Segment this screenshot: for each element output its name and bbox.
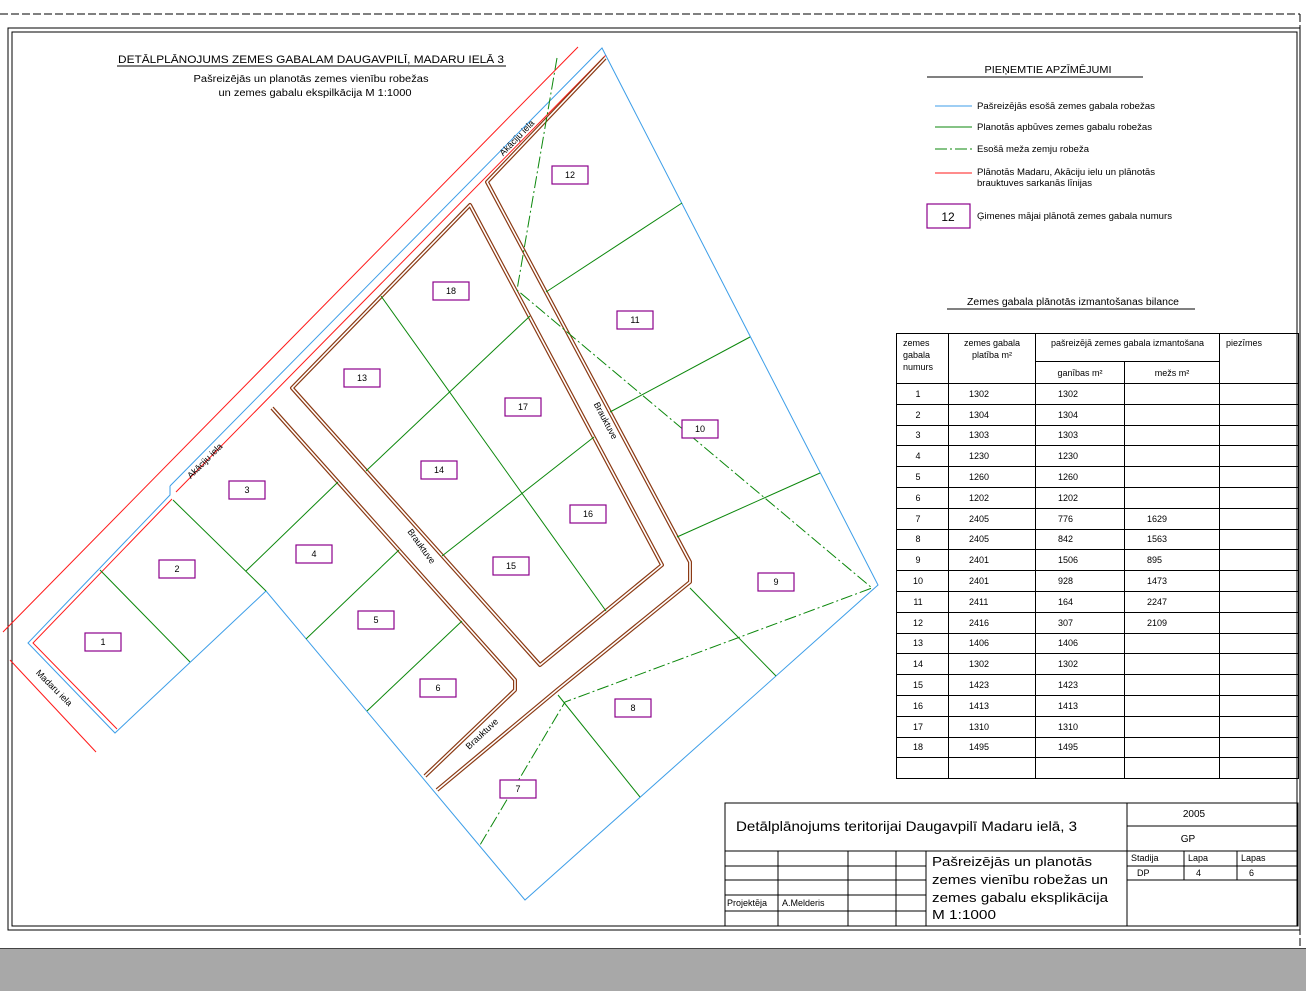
cell-forest (1125, 467, 1220, 488)
cell-area (949, 758, 1036, 779)
cell-forest: 2109 (1125, 612, 1220, 633)
sheet-title-line3: zemes gabalu eksplikācija (932, 890, 1109, 905)
lot-boundary-14-15 (442, 437, 594, 556)
cell-notes (1220, 695, 1299, 716)
lot-number: 13 (356, 373, 368, 383)
cell-lot-number: 13 (897, 633, 949, 654)
project-title: Detālplānojums teritorijai Daugavpilī Madaru ielā, 3 (736, 818, 1078, 834)
akaciju-street-red-line (3, 47, 578, 632)
cell-pasture: 1302 (1036, 654, 1125, 675)
cell-lot-number: 16 (897, 695, 949, 716)
lot-number-box (500, 780, 536, 798)
header-lot-number-line: zemes (903, 338, 930, 348)
stage-label: Stadija (1131, 853, 1159, 863)
cell-pasture: 1202 (1036, 487, 1125, 508)
sheet-label: Lapa (1188, 853, 1209, 863)
cell-area: 1302 (949, 384, 1036, 405)
cell-pasture (1036, 758, 1125, 779)
lot-number: 1 (100, 637, 106, 647)
cell-lot-number: 3 (897, 425, 949, 446)
cell-forest (1125, 675, 1220, 696)
forest-boundary (480, 58, 872, 845)
cell-notes (1220, 508, 1299, 529)
cell-area: 1310 (949, 716, 1036, 737)
legend-existing-boundary-label: Pašreizējās esošā zemes gabala robežas (977, 101, 1156, 111)
sheet-title-line4: M 1:1000 (932, 907, 996, 922)
lot-number-box (617, 311, 653, 329)
cell-notes (1220, 487, 1299, 508)
driveway-label-middle: Brauktuve (405, 526, 438, 566)
cell-notes (1220, 716, 1299, 737)
cell-forest: 1563 (1125, 529, 1220, 550)
table-row (897, 591, 1299, 612)
lot-number-box (229, 481, 265, 499)
table-row (897, 612, 1299, 633)
cell-area: 2411 (949, 591, 1036, 612)
cell-area: 2405 (949, 508, 1036, 529)
lot-number-box (433, 282, 469, 300)
table-row (897, 550, 1299, 571)
street-label-akaciju-south: Akāciju iela (185, 441, 225, 481)
driveway-label-south: Brauktuve (463, 716, 501, 752)
cell-forest: 2247 (1125, 591, 1220, 612)
lot-number: 15 (505, 561, 517, 571)
header-area-line: zemes gabala (963, 338, 1021, 348)
lot-number: 8 (630, 703, 636, 713)
cell-forest (1125, 425, 1220, 446)
table-row (897, 446, 1299, 467)
cell-pasture: 842 (1036, 529, 1125, 550)
cell-notes (1220, 758, 1299, 779)
cell-notes (1220, 425, 1299, 446)
table-row (897, 384, 1299, 405)
cell-area: 1423 (949, 675, 1036, 696)
lot-number: 9 (773, 577, 779, 587)
cell-notes (1220, 550, 1299, 571)
title-block (725, 803, 1298, 926)
lot-boundary-10-11 (610, 337, 750, 412)
lot-number: 17 (517, 402, 529, 412)
madaru-street-red-line (10, 660, 96, 752)
lot-boundary-9-10 (677, 473, 820, 537)
lot-number-box (421, 461, 457, 479)
cell-pasture: 1506 (1036, 550, 1125, 571)
header-pasture: ganības m² (1036, 362, 1125, 384)
drawing-subtitle-line1: Pašreizējās un planotās zemes vienību robežas (193, 74, 429, 85)
lot-boundary-11-12 (546, 203, 682, 292)
cell-forest (1125, 758, 1220, 779)
lot-number-box (358, 611, 394, 629)
sheet-value: 4 (1196, 868, 1202, 878)
table-row (897, 425, 1299, 446)
designed-by-label: Projektēja (727, 898, 768, 908)
table-row (897, 654, 1299, 675)
cell-notes (1220, 675, 1299, 696)
table-row (897, 695, 1299, 716)
lot-boundary-8-9 (690, 588, 776, 676)
driveway-west-edge (272, 408, 515, 776)
cell-pasture: 1495 (1036, 737, 1125, 758)
lot-number-labels (85, 166, 794, 798)
cell-forest (1125, 404, 1220, 425)
lot-number-box (615, 699, 651, 717)
cell-lot-number: 5 (897, 467, 949, 488)
cell-notes (1220, 737, 1299, 758)
cell-forest (1125, 654, 1220, 675)
cell-lot-number (897, 758, 949, 779)
cell-notes (1220, 654, 1299, 675)
cell-lot-number: 18 (897, 737, 949, 758)
cell-area: 1406 (949, 633, 1036, 654)
balance-table-title: Zemes gabala plānotās izmantošanas bilance (967, 297, 1180, 308)
lot-number-box (758, 573, 794, 591)
sheets-label: Lapas (1241, 853, 1266, 863)
cell-pasture: 1423 (1036, 675, 1125, 696)
lot-number-box (344, 369, 380, 387)
table-row (897, 404, 1299, 425)
balance-table-body (897, 384, 1299, 779)
cell-area: 1413 (949, 695, 1036, 716)
planned-red-line-akaciju (176, 55, 606, 492)
street-label-akaciju-north: Akāciju iela (497, 118, 537, 158)
cell-forest (1125, 633, 1220, 654)
project-code: GP (1180, 834, 1196, 845)
cell-area: 1304 (949, 404, 1036, 425)
header-lot-number (897, 334, 949, 384)
lot-number-box (552, 166, 588, 184)
cell-area: 1230 (949, 446, 1036, 467)
sheet-title-line2: zemes vienību robežas un (932, 872, 1108, 887)
lot-number: 5 (373, 615, 379, 625)
cell-notes (1220, 529, 1299, 550)
table-row (897, 467, 1299, 488)
lot-number-box (682, 420, 718, 438)
lot-number: 6 (435, 683, 441, 693)
lot-number-box (505, 398, 541, 416)
cell-lot-number: 10 (897, 571, 949, 592)
cell-pasture: 1304 (1036, 404, 1125, 425)
lot-number: 3 (244, 485, 250, 495)
cell-lot-number: 17 (897, 716, 949, 737)
lot-number: 12 (564, 170, 576, 180)
cell-area: 1202 (949, 487, 1036, 508)
cell-area: 2401 (949, 550, 1036, 571)
sheets-value: 6 (1249, 868, 1255, 878)
street-label-madaru: Madaru iela (33, 667, 75, 709)
cell-pasture: 928 (1036, 571, 1125, 592)
header-current-use: pašreizējā zemes gabala izmantošana (1036, 334, 1220, 362)
cell-pasture: 1302 (1036, 384, 1125, 405)
table-row (897, 737, 1299, 758)
legend-lot-number-label: Ģimenes mājai plānotā zemes gabala numurs (977, 211, 1173, 221)
cell-lot-number: 15 (897, 675, 949, 696)
cell-notes (1220, 612, 1299, 633)
cell-forest (1125, 384, 1220, 405)
lot-boundary-13-14 (366, 316, 530, 471)
lot-number-box (570, 505, 606, 523)
table-row (897, 758, 1299, 779)
header-area-line: platība m² (971, 350, 1013, 360)
cell-forest (1125, 487, 1220, 508)
viewer-background-bar (0, 949, 1306, 991)
lot-number-box (85, 633, 121, 651)
cell-area: 1303 (949, 425, 1036, 446)
cell-pasture: 1303 (1036, 425, 1125, 446)
cell-forest (1125, 737, 1220, 758)
cell-lot-number: 4 (897, 446, 949, 467)
driveway-west-edge-core (272, 408, 515, 776)
drawing-subtitle-line2: un zemes gabalu ekspilkācija M 1:1000 (218, 88, 412, 99)
header-forest: mežs m² (1125, 362, 1220, 384)
cell-notes (1220, 446, 1299, 467)
drawing-title: DETĀLPLĀNOJUMS ZEMES GABALAM DAUGAVPILĪ, MADARU IELĀ 3 (118, 54, 504, 66)
table-row (897, 487, 1299, 508)
lot-number: 4 (311, 549, 317, 559)
table-row (897, 633, 1299, 654)
driveway-label-east: Brauktuve (591, 400, 620, 441)
cell-lot-number: 6 (897, 487, 949, 508)
legend-red-line-label-line2: brauktuves sarkanās līnijas (977, 178, 1093, 188)
cell-notes (1220, 467, 1299, 488)
cell-pasture: 1406 (1036, 633, 1125, 654)
project-year: 2005 (1182, 809, 1206, 820)
cell-pasture: 1413 (1036, 695, 1125, 716)
designer-name: A.Melderis (782, 898, 825, 908)
header-lot-number-line: numurs (903, 362, 934, 372)
cell-lot-number: 14 (897, 654, 949, 675)
lot-number: 10 (694, 424, 706, 434)
cell-notes (1220, 404, 1299, 425)
header-notes: piezīmes (1220, 334, 1299, 384)
cell-area: 2401 (949, 571, 1036, 592)
lot-number: 14 (433, 465, 445, 475)
driveway-block-loop (292, 205, 662, 665)
cell-pasture: 1310 (1036, 716, 1125, 737)
cell-area: 1260 (949, 467, 1036, 488)
cell-lot-number: 12 (897, 612, 949, 633)
lot-number-box (296, 545, 332, 563)
cell-forest (1125, 695, 1220, 716)
header-area (949, 334, 1036, 384)
header-lot-number-line: gabala (903, 350, 931, 360)
cell-pasture: 164 (1036, 591, 1125, 612)
cell-pasture: 1260 (1036, 467, 1125, 488)
balance-table (896, 333, 1299, 779)
cell-lot-number: 2 (897, 404, 949, 425)
legend-planned-boundary-label: Planotās apbūves zemes gabalu robežas (977, 122, 1153, 132)
cell-forest: 1629 (1125, 508, 1220, 529)
lot-number: 11 (630, 315, 640, 325)
cell-notes (1220, 571, 1299, 592)
legend (927, 64, 1173, 228)
legend-lot-number-sample: 12 (941, 210, 955, 224)
table-row (897, 716, 1299, 737)
cell-lot-number: 7 (897, 508, 949, 529)
cell-lot-number: 9 (897, 550, 949, 571)
legend-forest-boundary-label: Esošā meža zemju robeža (977, 144, 1089, 154)
table-row (897, 571, 1299, 592)
cell-area: 2416 (949, 612, 1036, 633)
legend-heading: PIEŅEMTIE APZĪMĒJUMI (984, 65, 1102, 76)
cell-pasture: 307 (1036, 612, 1125, 633)
lot-number: 18 (445, 286, 457, 296)
cell-forest (1125, 716, 1220, 737)
legend-red-line-label-line1: Plānotās Madaru, Akāciju ielu un plānotās (977, 167, 1156, 177)
cell-forest: 895 (1125, 550, 1220, 571)
cell-area: 1495 (949, 737, 1036, 758)
lot-number: 2 (174, 564, 180, 574)
cell-forest: 1473 (1125, 571, 1220, 592)
cell-lot-number: 1 (897, 384, 949, 405)
table-header-row (897, 334, 1299, 362)
cell-lot-number: 8 (897, 529, 949, 550)
lot-number-box (493, 557, 529, 575)
cell-notes (1220, 591, 1299, 612)
cell-pasture: 776 (1036, 508, 1125, 529)
cell-area: 2405 (949, 529, 1036, 550)
lot-number-box (159, 560, 195, 578)
lot-number: 7 (515, 784, 521, 794)
cell-lot-number: 11 (897, 591, 949, 612)
cell-notes (1220, 633, 1299, 654)
table-row (897, 675, 1299, 696)
sheet-title-line1: Pašreizējās un planotās (932, 854, 1093, 869)
lot-number-box (420, 679, 456, 697)
table-row (897, 508, 1299, 529)
table-row (897, 529, 1299, 550)
drawing-title-block (117, 54, 506, 99)
stage-value: DP (1137, 868, 1150, 878)
cell-notes (1220, 384, 1299, 405)
cell-forest (1125, 446, 1220, 467)
cell-pasture: 1230 (1036, 446, 1125, 467)
lot-number: 16 (582, 509, 594, 519)
cell-area: 1302 (949, 654, 1036, 675)
